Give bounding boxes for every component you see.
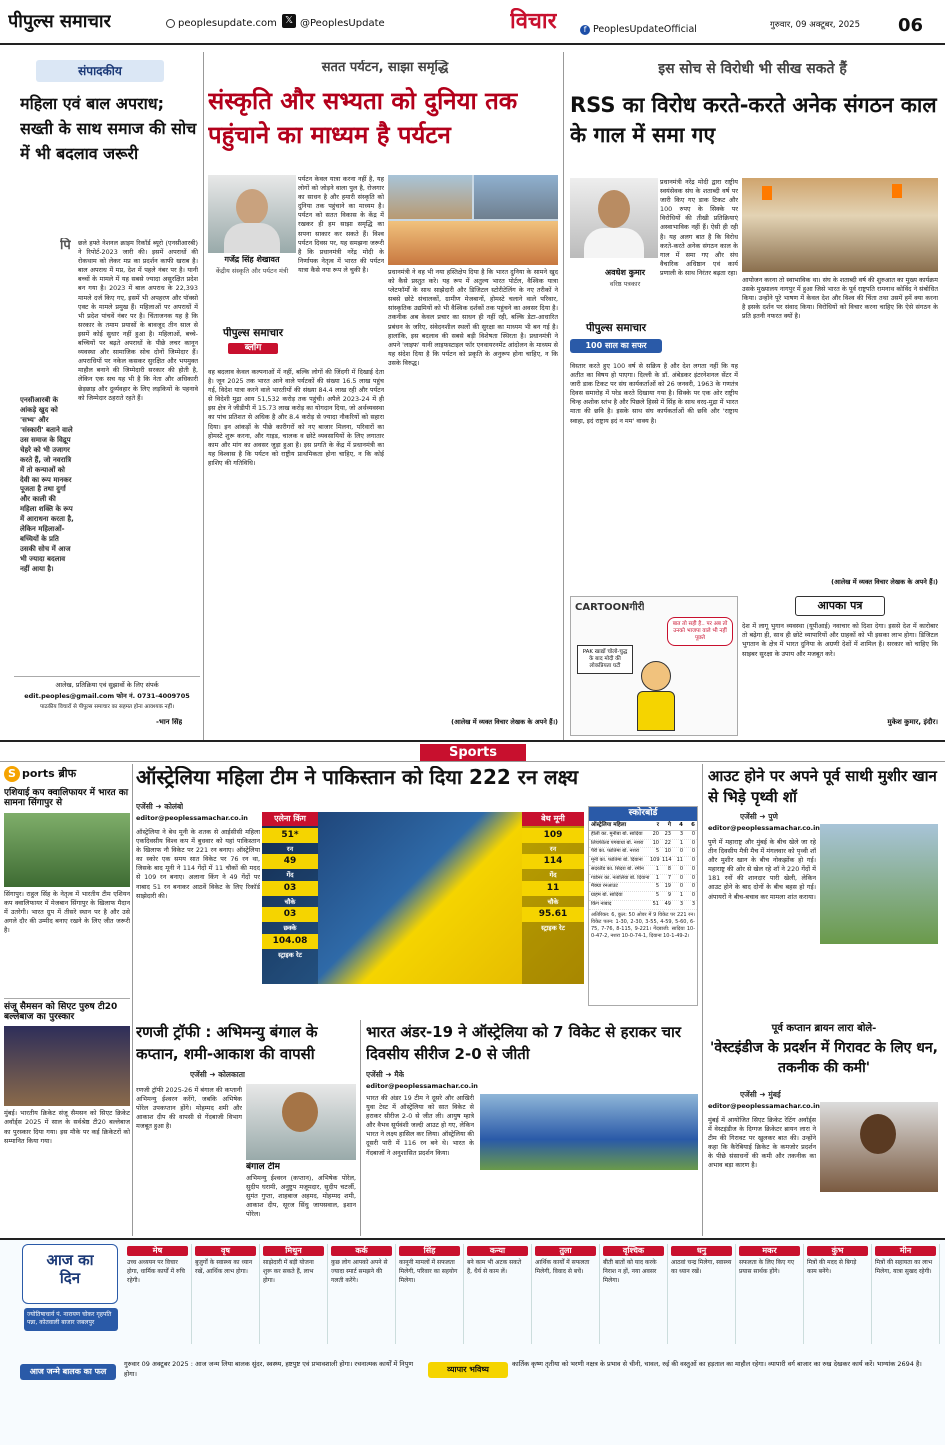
- u19-team-photo: [480, 1094, 698, 1170]
- scorecard-cell: 0: [691, 830, 695, 837]
- player2-name: बेथ मूनी: [522, 812, 584, 826]
- horoscope-sign: [804, 1244, 872, 1344]
- horoscope-sign-text: कुछ लोग आपको अपने से ज्यादा स्मार्ट समझने की गलती करेंगे।: [331, 1259, 388, 1284]
- horoscope-sign: [600, 1244, 668, 1344]
- lara-email[interactable]: editor@peoplessamachar.co.in: [708, 1102, 820, 1110]
- horoscope-sign: [192, 1244, 260, 1344]
- cricket-field-photo: [820, 824, 938, 944]
- horoscope-sign: [124, 1244, 192, 1344]
- sports-brief-label: ports ब्रीफ: [22, 766, 77, 780]
- scorecard-extras: अतिरिक्त: 6, कुल: 50 ओवर में 9 विकेट पर 221 रन। विकेट पतन: 1-30, 2-30, 3-55, 4-59, 5-60, 6-75, 7-76, 8-115, 9-221। गेंदबाजी: सादिया 10-0-47-2, नशरा 10-0-74-1, दियाना 10-1-49-2।: [591, 911, 695, 939]
- shaw-email[interactable]: editor@peoplessamachar.co.in: [708, 824, 820, 832]
- brief2-body: मुंबई। भारतीय क्रिकेट संजू सैमसन को सिएट क्रिकेट अवॉर्ड्स 2025 में साल के सर्वश्रेष्ठ टी20 बल्लेबाज का पुरस्कार दिया गया। इस मौके पर कई क्रिकेटरों को सम्मानित किया गया।: [4, 1109, 130, 1145]
- cartoon-label: CARTOONगीरी: [575, 602, 645, 613]
- scorecard: [588, 806, 698, 1006]
- horoscope-sign-name: तुला: [535, 1246, 596, 1256]
- horoscope-sign-name: मकर: [739, 1246, 800, 1256]
- scorecard-row: [589, 857, 697, 866]
- business-label: व्यापार भविष्य: [428, 1362, 508, 1378]
- scorecard-cell: 3: [679, 900, 683, 907]
- shami-photo: [246, 1084, 356, 1160]
- temple-photo: [388, 221, 558, 265]
- cityscape-photo: [474, 175, 558, 219]
- divider-v4: [702, 764, 703, 1236]
- logo[interactable]: पीपुल्स समाचार: [8, 11, 111, 32]
- lara-body: मुंबई में आयोजित सिएट क्रिकेट रेटिंग अवॉर्ड्स में वेस्टइंडीज के दिग्गज क्रिकेटर ब्रायन लारा ने टीम की गिरावट पर खुलकर बात की। उन्होंने कहा कि कैरेबियाई क्रिकेट के कमजोर प्रदर्शन के पीछे संसाधनों की कमी और तकनीक का अभाव बड़ा कारण है।: [708, 1116, 816, 1170]
- editorial-title: महिला एवं बाल अपराध; सख्ती के साथ समाज की सोच में भी बदलाव जरूरी: [20, 94, 197, 163]
- sports-banner-label: Sports: [420, 744, 526, 761]
- scorecard-col-header: र: [656, 821, 659, 828]
- cartoon-sign: PAK खाद्यों चोलो-चुद्ध के बाद मोदी की लोकप्रियता घटी: [577, 645, 633, 674]
- lara-dateline: एजेंसी ➜ मुंबई: [740, 1090, 781, 1099]
- person-body-2: [584, 228, 644, 258]
- facebook-handle[interactable]: PeoplesUpdateOfficial: [593, 24, 697, 35]
- editorial-footer-email[interactable]: edit.peoples@gmail.com फोन नं. 0731-4009705: [24, 692, 190, 701]
- scorecard-cell: 20: [652, 830, 659, 837]
- brief1-body: सिंगापुर। राहुल सिंह के नेतृत्व में भारतीय टीम एशियन कप क्वालिफायर में मेजबान सिंगापुर के खिलाफ मैदान में उतरेगी। भारत ग्रुप में तीसरे स्थान पर है और उसे अगले दौर की उम्मीद बनाए रखने के लिए जीत जरूरी है।: [4, 889, 130, 935]
- scorecard-cell: 3: [691, 900, 695, 907]
- article2-author-name: अवधेश कुमार: [605, 268, 645, 277]
- editorial-body: छले हफ्ते नेशनल क्राइम रिकॉर्ड ब्यूरो (एनसीआरबी) ने रिपोर्ट-2023 जारी की। इसमें अपराधों की रोकथाम को लेकर मप्र का प्रदर्शन काफी खराब है। बाल अपराध में मप्र, देश में पहले नंबर पर है। यानी बच्चों के मामले में यह सबसे ज्यादा असुरक्षित प्रदेश बन गया है। 2023 में बाल अपराध के 22,393 मामले दर्ज किए गए, इसमें भी अपहरण और पॉक्सो एक्ट के मामले प्रमुख हैं। महिलाओं पर अपराधों में भी प्रदेश पांचवें नंबर पर है। चिंताजनक यह है कि सरकार के तमाम प्रयासों के बावजूद तीन साल से इसमें कोई सुधार नहीं हुआ है। महिलाओं, बच्चे-बच्चियों पर बढ़ते अपराधों के पीछे लचर कानून व्यवस्था और सामाजिक सोच दोनों जिम्मेदार हैं। अपराधियों पर नकेल कसकर सुरक्षित और भयमुक्त माहौल बनाने की जिम्मेदारी सरकार की होती है, लेकिन एक सच यह भी है कि नेता और अधिकारी छेड़छाड़ और दुर्व्यवहार के लिए लड़कियों के पहनावे को जिम्मेदार ठहराते रहते हैं।: [78, 239, 198, 402]
- horoscope-sign: [464, 1244, 532, 1344]
- scorecard-cell: 23: [664, 830, 671, 837]
- player2-stat-label: स्ट्राइक रेट: [541, 924, 565, 933]
- scorecard-col-header: गे: [667, 821, 671, 828]
- brief2-title: संजू सैमसन को सिएट पुरुष टी20 बल्लेबाज का पुरस्कार: [4, 998, 130, 1023]
- player1-stat-value: 03: [262, 907, 318, 922]
- cartoon-figure: [641, 661, 671, 691]
- shaw-dateline: एजेंसी ➜ पुणे: [740, 812, 778, 821]
- scorecard-row: [589, 892, 697, 901]
- scorecard-cell: 0: [691, 892, 695, 899]
- player1-stat-value: 03: [262, 881, 318, 896]
- u19-headline: भारत अंडर-19 ने ऑस्ट्रेलिया को 7 विकेट से हराकर चार दिवसीय सीरीज 2-0 से जीती: [366, 1023, 682, 1063]
- horoscope-sign-text: बीती बातों को याद करके निराश न हों, नया अवसर मिलेगा।: [603, 1259, 657, 1284]
- player1-stat-label: रन: [286, 845, 294, 853]
- scorecard-batter: लिचफील्ड पगबाधा बो. नशरा: [591, 839, 644, 846]
- scorecard-rows: [589, 831, 697, 910]
- player1-stat-label: छक्के: [283, 924, 297, 933]
- article1-kicker: सतत पर्यटन, साझा समृद्धि: [321, 60, 449, 75]
- editorial-label: [36, 60, 164, 82]
- horoscope-sign-text: सफलता के लिए किए गए प्रयास सार्थक होंगे।: [739, 1259, 795, 1276]
- article2-col1: प्रधानमंत्री नरेंद्र मोदी द्वारा राष्ट्रीय स्वयंसेवक संघ के शताब्दी वर्ष पर जारी किए गए डाक टिकट और 100 रुपए के सिक्के पर विरोधियों की तीखी प्रतिक्रियाएं अस्वाभाविक नहीं हैं। ऐसी ही रही है। यह अलग बात है कि विरोध करते-करते अनेक संगठन काल के गाल में समा गए और संघ वैचारिक अधिष्ठान एवं कार्य प्रणाली के साथ निरंतर बढ़ता रहा।: [660, 178, 738, 277]
- article2-author-role: वरिष्ठ पत्रकार: [609, 280, 641, 288]
- flag-icon-2: [892, 184, 902, 198]
- horoscope-sign-text: बुजुर्गों के स्वास्थ्य का ध्यान रखें, आर्थिक लाभ होगा।: [195, 1259, 253, 1276]
- person-icon: [236, 189, 268, 225]
- scorecard-cell: 0: [691, 883, 695, 890]
- scorecard-cell: 3: [679, 830, 683, 837]
- horoscope-sign-name: धनु: [671, 1246, 732, 1256]
- horoscope-sign-name: वृष: [195, 1246, 256, 1256]
- business-text: कार्तिक कृष्ण तृतीया को भरणी नक्षत्र के प्रभाव से चीनी, चावल, रुई की वस्तुओं का हड़ताल का माहौल रहेगा। व्यापारी वर्ग बाजार का रुख देखकर कार्य करें। भाग्यांक 2694 है।: [512, 1360, 922, 1368]
- horoscope-title-box: [22, 1244, 118, 1304]
- ranji-team: अभिमन्यु ईश्वरन (कप्तान), अभिषेक पोरेल, सुदीप घरामी, अनुष्टुप मजूमदार, सुदीप चटर्जी, सुमंत गुप्ता, शाहबाज अहमद, मोहम्मद शमी, आकाश दीप, सूरज सिंधु जायसवाल, इशान पोरेल।: [246, 1174, 356, 1219]
- scorecard-cell: 10: [664, 848, 671, 855]
- sports-brief-header: [4, 764, 130, 784]
- player1-stat-label: गेंद: [286, 871, 294, 880]
- scorecard-batter: गार्डनर का. नतालिया बो. दियाना: [591, 874, 650, 881]
- article1-author-photo: [208, 175, 296, 253]
- section-title: विचार: [510, 9, 557, 34]
- scorecard-figures: [650, 840, 695, 848]
- article1-headline: संस्कृति और सभ्यता को दुनिया तक पहुंचाने का माध्यम है पर्यटन: [208, 87, 518, 149]
- scorecard-cell: 1: [679, 892, 683, 899]
- u19-dateline: एजेंसी ➜ मैके: [366, 1070, 405, 1079]
- scorecard-batter: हीली का. मुनीबा बो. सादिया: [591, 830, 643, 837]
- player2-stat-value: 109: [522, 828, 584, 843]
- fort-photo: [388, 175, 472, 219]
- person-icon-shami: [282, 1092, 318, 1132]
- scorecard-cell: 19: [664, 883, 671, 890]
- brief1-title: एशियाई कप क्वालिफायर में भारत का सामना सिंगापुर से: [4, 788, 129, 809]
- page-number: 06: [898, 15, 924, 36]
- series-tag: [570, 322, 662, 356]
- scorecard-figures: [650, 883, 695, 891]
- scorecard-row: [589, 883, 697, 892]
- main-sports-email[interactable]: editor@peoplessamachar.co.in: [136, 814, 248, 822]
- divider-v3: [132, 764, 133, 1236]
- scorecard-cell: 0: [679, 883, 683, 890]
- scorecard-figures: [650, 875, 695, 883]
- rss-march-photo: [742, 178, 938, 272]
- player2-stat-value: 11: [522, 881, 584, 896]
- article2-col3: आयोजन करना तो स्वाभाविक था। संघ के शताब्दी वर्ष की शुरुआत का मुख्य कार्यक्रम उसके मुख्यालय नागपुर में हुआ जिसे भारत के पूर्व राष्ट्रपति रामनाथ कोविंद ने संबोधित किया। उन्होंने पूरे भाषण में केवल देश और विश्व की चिंता तथा उसमें हमें क्या करना है इसके दर्शन पर संवाद किया। विरोधियों को विचार करना चाहिए कि ऐसे संगठन के प्रति इतनी नफरत क्यों है।: [742, 276, 938, 321]
- editorial-author: -भान सिंह: [156, 718, 183, 726]
- scorecard-cell: 10: [652, 839, 659, 846]
- scorecard-cell: 0: [691, 874, 695, 881]
- player1-stat-label: स्ट्राइक रेट: [278, 950, 302, 959]
- scorecard-row: [589, 866, 697, 875]
- scorecard-cell: 11: [676, 857, 683, 864]
- sports-brief-column: [4, 764, 130, 1236]
- flag-icon: [762, 186, 772, 200]
- series-logo: पीपुल्स समाचार: [585, 322, 647, 334]
- scorecard-cell: 1: [679, 839, 683, 846]
- scorecard-team: ऑस्ट्रेलिया महिला: [591, 821, 627, 828]
- person-icon-2: [598, 190, 630, 228]
- scorecard-row: [589, 831, 697, 840]
- person-icon-lara: [860, 1114, 896, 1154]
- article2-author-photo: [570, 178, 658, 258]
- lara-headline: 'वेस्टइंडीज के प्रदर्शन में गिरावट के लिए धन, तकनीक की कमी': [710, 1040, 938, 1077]
- main-sports-dateline: एजेंसी ➜ कोलंबो: [136, 802, 184, 811]
- scorecard-batter: मैक्ग्रा रनआउट: [591, 883, 618, 890]
- letter-box: [742, 596, 938, 736]
- article1-col2: वह बदलाव केवल कल्पनाओं में नहीं, बल्कि लोगों की जिंदगी में दिखाई देता है। जून 2025 तक भारत आने वाले पर्यटकों की संख्या 16.5 लाख पहुंच गई, विदेश यात्रा करने वाले भारतीयों की संख्या 84.4 लाख रही और पर्यटन से विदेशी मुद्रा आय 51,532 करोड़ तक पहुंची। अपैले 2023-24 में ही इस क्षेत्र ने जीडीपी में 15.73 लाख करोड़ का योगदान दिया, जो अर्थव्यवस्था का पांच प्रतिशत से अधिक है और 8.4 करोड़ से ज्यादा नौकरियों को सहारा दिया। इन आंकड़ों के पीछे कारीगरों को नए बाजार मिलना, परिवारों का होमस्टे शुरू करना, और गाइड, चालक व छोटे व्यवसायियों के लिए लगातार काम और मांग का अवसर जुड़ा हुआ है। इस प्रगति के केंद्र में प्रधानमंत्री का यह विश्वास है कि पर्यटन को राष्ट्रीय प्राथमिकता होना चाहिए, न कि कोई हाशिए की गतिविधि।: [208, 368, 384, 467]
- scorecard-cell: 114: [662, 857, 672, 864]
- letter-body: देश में लागू भुगान व्यवस्था (यूपीआई) नवाचार को दिशा देगा। इससे देश में कारोबार तो बढ़ेगा ही, साथ ही छोटे व्यापारियों और ग्राहकों को भी इसका लाभ होगा। डिजिटल भुगतान के क्षेत्र में भारत दुनिया के अग्रणी देशों में शामिल है। सरकार को चाहिए कि साइबर सुरक्षा के उपाय और मजबूत करे।: [742, 622, 938, 658]
- scorecard-cell: 5: [655, 848, 659, 855]
- player2-stat-label: गेंद: [549, 871, 557, 880]
- horoscope-sign-name: कुंभ: [807, 1246, 868, 1256]
- x-icon: 𝕏: [282, 14, 296, 28]
- u19-body: भारत की अंडर 19 टीम ने दूसरे और आखिरी युवा टेस्ट में ऑस्ट्रेलिया को सात विकेट से हराकर सीरीज 2-0 से जीत ली। आयुष म्हात्रे और वैभव सूर्यवंशी जल्दी आउट हो गए, लेकिन भारत ने लक्ष्य हासिल कर लिया। ऑस्ट्रेलिया की दूसरी पारी में 116 रन बने थे। भारत के गेंदबाजों ने अनुशासित प्रदर्शन किया।: [366, 1094, 474, 1157]
- player1-name: एलेना किंग: [262, 812, 318, 826]
- article1-author-name: गजेंद्र सिंह शेखावत: [224, 255, 280, 264]
- horoscope-sign-text: मित्रों की मदद से बिगड़े काम बनेंगे।: [807, 1259, 857, 1276]
- article1-footnote: (आलेख में व्यक्त विचार लेखक के अपने हैं।): [451, 718, 558, 726]
- scorecard-cell: 0: [679, 848, 683, 855]
- horoscope-sign-text: आर्थिक कार्यों में सफलता मिलेगी, विवाद से बचें।: [535, 1259, 590, 1276]
- cartoon-body: [637, 691, 675, 731]
- samson-award-photo: [4, 1026, 130, 1106]
- born-today-text: गुरुवार 09 अक्टूबर 2025 : आज जन्म लिया बालक सुंदर, स्वस्थ्य, हष्टपुष्ट एवं प्रभावशाली होगा। रचनात्मक कार्यों में निपुण होगा।: [124, 1360, 414, 1378]
- main-sports-headline: ऑस्ट्रेलिया महिला टीम ने पाकिस्तान को दिया 222 रन लक्ष्य: [136, 766, 579, 789]
- player1-stat-label: चौके: [284, 897, 296, 906]
- scorecard-cell: 49: [664, 900, 671, 907]
- scorecard-row: [589, 840, 697, 849]
- scorecard-batter: सदरलैंड का. सिदरा बो. रमीन: [591, 865, 644, 872]
- issue-date: गुरुवार, 09 अक्टूबर, 2025: [770, 20, 860, 30]
- scorecard-row: [589, 901, 697, 910]
- article2-footnote: (आलेख में व्यक्त विचार लेखक के अपने हैं।): [831, 578, 938, 586]
- main-sports-body: ऑस्ट्रेलिया ने बेथ मूनी के शतक से आईसीसी महिला एकदिवसीय विश्व कप में बुधवार को यहां पाकिस्तान के खिलाफ नौ विकेट पर 221 रन बनाए। ऑस्ट्रेलिया का स्कोर एक समय सात विकेट पर 76 रन था, जिसके बाद मूनी ने 114 गेंदों में 11 चौकों की मदद से 109 रन बनाए। अलाना किंग ने 49 गेंदों पर नाबाद 51 रन बनाकर आठवें विकेट के लिए रिकॉर्ड साझेदारी की।: [136, 828, 260, 900]
- cartoon-box: [570, 596, 738, 736]
- horoscope-sign: [532, 1244, 600, 1344]
- scorecard-figures: [650, 892, 695, 900]
- article2-kicker: इस सोच से विरोधी भी सीख सकते हैं: [658, 61, 847, 77]
- player1-stat-value: 104.08: [262, 934, 318, 949]
- ranji-body: रणजी ट्रॉफी 2025-26 में बंगाल की कप्तानी अभिमन्यु ईश्वरन करेंगे, जबकि अभिषेक पोरेल उपकप्तान होंगे। मोहम्मद शमी और आकाश दीप की वापसी से गेंदबाजी विभाग मजबूत हुआ है।: [136, 1086, 242, 1131]
- horoscope-sign-text: बने काम भी अटक सकते हैं, धैर्य से काम लें।: [467, 1259, 522, 1276]
- article2-col2: विस्तार करते हुए 100 वर्ष से सक्रिय है और देश लगता नहीं कि यह अतीत का विषय हो पाएगा। दिल्ली के डॉ. अंबेडकर इंटरनेशनल सेंटर में जारी डाक टिकट पर संघ कार्यकर्ताओं को 26 जनवरी, 1963 के गणतंत्र दिवस समारोह में परेड करते दिखाया गया है। सिक्के पर एक ओर राष्ट्रीय चिन्ह अशोक स्तंभ है और पिछले हिस्से में सिंह के साथ वरद-मुद्रा में भारत माता की छवि है। इसके साथ संघ कार्यकर्ताओं की छवि और 'राष्ट्राय स्वाहा, इदं राष्ट्राय इदं न मम' वाक्य है।: [570, 362, 738, 425]
- website-link[interactable]: peoplesupdate.com: [178, 18, 277, 29]
- editorial-footer-line1: आलेख, प्रतिक्रिया एवं सुझावों के लिए संपर्क: [55, 681, 159, 689]
- horoscope-sign-name: मिथुन: [263, 1246, 324, 1256]
- born-today-label: आज जन्मे बालक का फल: [20, 1364, 116, 1380]
- player2-stats: [522, 828, 584, 933]
- player1-stat-value: 51*: [262, 828, 318, 843]
- divider-v1: [203, 52, 204, 740]
- blog-label: ब्लॉग: [228, 343, 278, 355]
- scorecard-cell: 0: [679, 865, 683, 872]
- person-body: [224, 223, 280, 253]
- scorecard-cell: 0: [691, 857, 695, 864]
- scorecard-cell: 51: [652, 900, 659, 907]
- editorial-footer-line3: पाठकीय विचारों से पीपुल्स समाचार का सहमत होना आवश्यक नहीं।: [39, 703, 175, 710]
- horoscope-sign: [668, 1244, 736, 1344]
- ranji-team-label: बंगाल टीम: [246, 1162, 281, 1172]
- scorecard-cell: 0: [691, 865, 695, 872]
- sports-ball-icon: S: [4, 766, 20, 782]
- player2-card: [522, 812, 584, 984]
- article1-author-role: केंद्रीय संस्कृति और पर्यटन मंत्री: [215, 267, 289, 275]
- scorecard-col-header: 6: [691, 821, 695, 828]
- scorecard-header-row: [589, 821, 697, 831]
- scorecard-cell: 1: [655, 865, 659, 872]
- ranji-headline: रणजी ट्रॉफी : अभिमन्यु बंगाल के कप्तान, शमी-आकाश की वापसी: [136, 1023, 318, 1063]
- blog-tag: [210, 327, 296, 357]
- horoscope-sign: [872, 1244, 940, 1344]
- scorecard-cell: 8: [667, 865, 671, 872]
- scorecard-batter: पैरी का. फातिमा बो. नशरा: [591, 848, 640, 855]
- player2-stat-label: चौके: [547, 897, 559, 906]
- lara-photo: [820, 1102, 938, 1192]
- divider-v2: [563, 52, 564, 740]
- cartoon-bubble: बात तो सही है.. पर अब तो उनको भाजपा वाले भी नहीं पूछते: [667, 617, 733, 646]
- scorecard-col-header: 4: [679, 821, 683, 828]
- article2-headline: RSS का विरोध करते-करते अनेक संगठन काल के गाल में समा गए: [570, 93, 937, 148]
- article1-photo-collage: [388, 175, 558, 265]
- shaw-headline: आउट होने पर अपने पूर्व साथी मुशीर खान से भिड़े पृथ्वी शॉ: [708, 767, 937, 806]
- scorecard-batter: किंग नाबाद: [591, 900, 612, 907]
- horoscope-strip: [0, 1238, 945, 1445]
- editorial-label-text: संपादकीय: [78, 64, 122, 78]
- horoscope-sign-text: साझेदारी में बड़ी योजना शुरू कर सकते हैं, लाभ होगा।: [263, 1259, 314, 1284]
- player1-stat-value: 49: [262, 854, 318, 869]
- scorecard-cell: 5: [655, 892, 659, 899]
- twitter-handle[interactable]: @PeoplesUpdate: [300, 18, 385, 29]
- letter-author: मुकेश कुमार, इंदौर।: [887, 718, 938, 727]
- scorecard-row: [589, 875, 697, 884]
- horoscope-sign-name: वृश्चिक: [603, 1246, 664, 1256]
- horoscope-title: आज का दिन: [46, 1251, 94, 1287]
- scorecard-figures: [650, 848, 695, 856]
- player1-card: [262, 812, 318, 984]
- editorial-column: [6, 56, 200, 740]
- horoscope-sign-name: कर्क: [331, 1246, 392, 1256]
- scorecard-cell: 5: [655, 883, 659, 890]
- horoscope-sign: [736, 1244, 804, 1344]
- scorecard-batter: मूनी का. फातिमा बो. दियाना: [591, 857, 643, 864]
- scorecard-cell: 109: [650, 857, 660, 864]
- horoscope-sign-name: सिंह: [399, 1246, 460, 1256]
- article1-col3: प्रधानमंत्री ने वह भी नया हस्तिक्षेप दिया है कि भारत दुनिया के सामने खुद को कैसे प्रस्तुत करे। यह रूप में अतुल्य भारत पोर्टल, वैश्विक यात्रा प्लेटफॉर्मों के साथ साझेदारी और डिजिटल स्टोरीटेलिंग के नए तरीकों ने सबसे छोटे संचालकों, ग्रामीण मेजबानों, होमस्टे चलाने वाले परिवार, सांस्कृतिक उद्यमियों को भी वैश्विक दर्शकों तक पहुंचने का अवसर दिया है। तकनीक अब केवल प्रचार का साधन ही नहीं रही, बल्कि डेटा-आधारित प्रबंधन के जरिए, संवेदनशील स्थलों की सुरक्षा का माध्यम भी बन गई है। हालांकि, इस बदलाव की सबसे बड़ी विशेषता स्थिरता है। प्रधानमंत्री ने अपने 'लाइफ' यानी लाइफस्टाइल फॉर एनवायरनमेंट आंदोलन के माध्यम से यह संदेश दिया है कि पर्यटन को प्रकृति के अनुरूप होना चाहिए, न कि उसके विरुद्ध।: [388, 268, 558, 367]
- letter-label: आपका पत्र: [795, 596, 885, 616]
- scorecard-cell: 22: [664, 839, 671, 846]
- scorecard-figures: [650, 831, 695, 839]
- horoscope-sign-text: मित्रों की सहायता का लाभ मिलेगा, यात्रा सुखद रहेगी।: [875, 1259, 933, 1276]
- horoscope-sign-text: कानूनी मामलों में सफलता मिलेगी, परिवार का सहयोग मिलेगा।: [399, 1259, 458, 1284]
- scorecard-cols: [650, 822, 695, 829]
- celebration-photo: [262, 812, 584, 984]
- blog-logo: पीपुल्स समाचार: [222, 327, 284, 339]
- scorecard-cell: 7: [667, 874, 671, 881]
- horoscope-sign: [396, 1244, 464, 1344]
- football-team-photo: [4, 813, 130, 887]
- scorecard-cell: 9: [667, 892, 671, 899]
- scorecard-cell: 0: [679, 874, 683, 881]
- player2-stat-label: रन: [549, 845, 557, 853]
- facebook-icon: f: [580, 25, 590, 35]
- scorecard-cell: 0: [691, 839, 695, 846]
- horoscope-sign: [260, 1244, 328, 1344]
- player2-stat-value: 95.61: [522, 907, 584, 922]
- sports-banner: [0, 740, 945, 762]
- editorial-dropcap: पि: [60, 238, 71, 253]
- horoscope-sign-name: मेष: [127, 1246, 188, 1256]
- globe-icon: [166, 19, 175, 28]
- article1-col1: पर्यटन केवल यात्रा करना नहीं है, यह लोगों को जोड़ने वाला पुल है, रोजगार का साधन है और हमारी संस्कृति को दुनिया तक पहुंचाने का माध्यम है। पर्यटन को सतत विकास के केंद्र में रखकर ही हम साझा समृद्धि का सपना साकार कर सकते हैं। विश्व पर्यटन दिवस पर, यह समझना जरूरी है कि प्रधानमंत्री नरेंद्र मोदी के निर्णायक नेतृत्व में भारत की पर्यटन यात्रा कैसे नया रूप ले चुकी है।: [298, 175, 384, 274]
- masthead: [0, 0, 945, 45]
- player1-stats: [262, 828, 318, 959]
- u19-email[interactable]: editor@peoplessamachar.co.in: [366, 1082, 478, 1090]
- scorecard-cell: 0: [691, 848, 695, 855]
- scorecard-cell: 1: [655, 874, 659, 881]
- horoscope-sign-text: उच्च अध्ययन पर विचार होगा, धार्मिक कार्यों में रुचि रहेगी।: [127, 1259, 185, 1284]
- scorecard-figures: [650, 901, 695, 909]
- scorecard-figures: [650, 857, 695, 865]
- editorial-footer: [14, 676, 200, 732]
- scorecard-batter: ग्राहम बो. सादिया: [591, 892, 623, 899]
- horoscope-sign-name: कन्या: [467, 1246, 528, 1256]
- player2-stat-value: 114: [522, 854, 584, 869]
- horoscope-panchang: ज्योतिषाचार्य पं. नारायण चोकर गृहपति पन्ना, कोतवाली बाजार जबलपुर: [24, 1308, 118, 1331]
- lara-kicker: पूर्व कप्तान ब्रायन लारा बोले-: [771, 1023, 877, 1034]
- horoscope-sign: [328, 1244, 396, 1344]
- horoscope-sign-text: आठवां चन्द्र मिलेगा, स्वास्थ्य का ध्यान रखें।: [671, 1259, 732, 1276]
- horoscope-signs: [124, 1244, 942, 1344]
- scorecard-row: [589, 848, 697, 857]
- shaw-body: पुणे में महाराष्ट्र और मुंबई के बीच खेले जा रहे तीन दिवसीय मैत्री मैच में मंगलवार को पृथ्वी शॉ और मुशीर खान के बीच नोकझोंक हो गई। महाराष्ट्र की ओर से खेल रहे शॉ ने 220 गेंदों में 181 रनों की शानदार पारी खेली, लेकिन आउट होने के बाद दोनों के बीच बहस हो गई। अंपायरों ने बीच-बचाव कर मामला शांत कराया।: [708, 838, 816, 901]
- ranji-dateline: एजेंसी ➜ कोलकाता: [190, 1070, 245, 1079]
- editorial-sidebar: एनसीआरबी के आंकड़े खुद को 'सभ्य' और 'संस्कारी' बताने वाले उस समाज के विद्रूप चेहरे को भी उजागर करते हैं, जो नवरात्रि में तो कन्याओं को देवी का रूप मानकर पूजता है तथा दुर्गा और काली की महिला शक्ति के रूप में आराधना करता है, लेकिन महिलाओं-बच्चियों के प्रति उसकी सोच में आज भी ज्यादा बदलाव नहीं आया है।: [20, 396, 74, 573]
- divider-v5: [360, 1020, 361, 1236]
- horoscope-sign-name: मीन: [875, 1246, 936, 1256]
- scorecard-title: स्कोरबोर्ड: [589, 807, 697, 821]
- series-label: 100 साल का सफर: [570, 339, 662, 353]
- scorecard-figures: [650, 866, 695, 874]
